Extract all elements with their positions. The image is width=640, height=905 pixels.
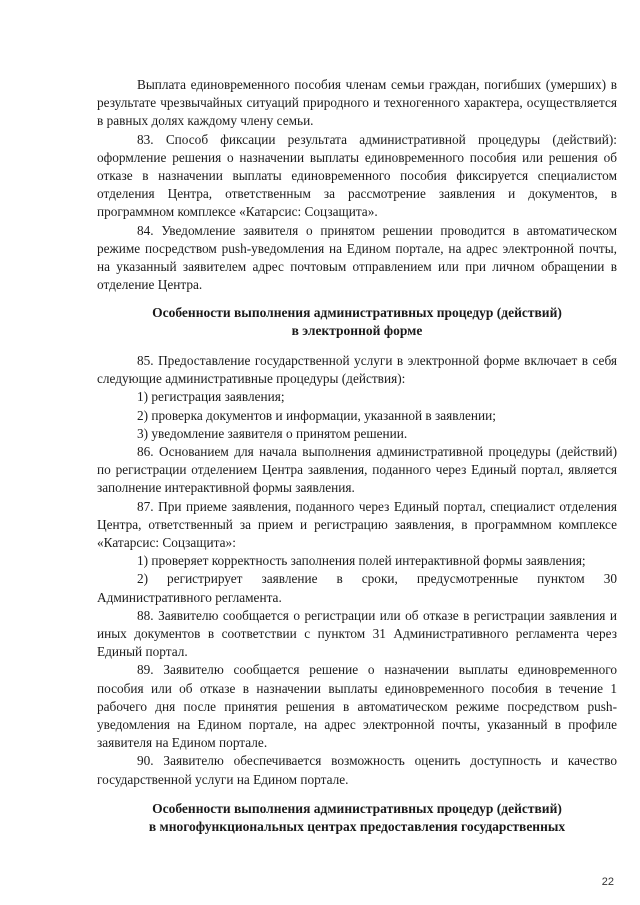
paragraph-payment: Выплата единовременного пособия членам семьи граждан, погибших (умерших) в результате чрезвычайных ситуаций природного и техногенного характера, осуществляется в равных долях каждому члену семьи. (97, 77, 617, 129)
heading-line: в многофункциональных центрах предоставления государственных (148, 819, 566, 834)
paragraph-86: 86. Основанием для начала выполнения административной процедуры (действий) по регистрации отделением Центра заявления, поданного через Единый портал, является заполнение интерактивной формы заявления. (97, 444, 617, 496)
heading-line: Особенности выполнения административных процедур (действий) (152, 801, 562, 816)
text-block-electronic (97, 352, 617, 789)
paragraph-89: 89. Заявителю сообщается решение о назначении выплаты единовременного пособия или об отказе в назначении выплаты единовременного пособия в течение 1 рабочего дня после принятия решения в автоматическом режиме посредством push-уведомления на Едином портале, на адрес электронной почты, указанный в профиле заявителя на Едином портале. (97, 662, 617, 751)
paragraph-84: 84. Уведомление заявителя о принятом решении проводится в автоматическом режиме посредством push-уведомления на Едином портале, на адрес электронной почты, на указанный заявителем адрес почтовым отправлением или при личном обращении в отделение Центра. (97, 222, 617, 293)
list-item: 1) проверяет корректность заполнения полей интерактивной формы заявления; (137, 553, 586, 569)
section-heading-electronic (97, 304, 617, 340)
heading-line: Особенности выполнения административных процедур (действий) (152, 305, 562, 320)
list-item: 2) регистрирует заявление в сроки, предусмотренные пунктом 30 Административного регламента. (97, 571, 617, 605)
page-number: 22 (601, 876, 614, 888)
list-item: 3) уведомление заявителя о принятом решении. (137, 425, 408, 441)
paragraph-90: 90. Заявителю обеспечивается возможность оценить доступность и качество государственной услуги на Едином портале. (97, 753, 617, 787)
paragraph-87: 87. При приеме заявления, поданного через Единый портал, специалист отделения Центра, ответственный за прием и регистрацию заявления, в программном комплексе «Катарсис: Соцзащита»: (97, 498, 617, 551)
paragraph-85: 85. Предоставление государственной услуги в электронной форме включает в себя следующие административные процедуры (действия): (97, 353, 617, 387)
list-item: 2) проверка документов и информации, указанной в заявлении; (137, 407, 496, 423)
text-block-top (97, 76, 617, 294)
paragraph-83: 83. Способ фиксации результата административной процедуры (действий): оформление решения о назначении выплаты единовременного пособия или решения об отказе в назначении выплаты единовременного пособия фиксируется специалистом отделения Центра, ответственным за рассмотрение заявления и документов, в программном комплексе «Катарсис: Соцзащита». (97, 131, 617, 220)
heading-line: в электронной форме (291, 323, 423, 338)
paragraph-88: 88. Заявителю сообщается о регистрации или об отказе в регистрации заявления и иных документов в соответствии с пунктом 31 Административного регламента через Единый портал. (97, 607, 617, 660)
list-item: 1) регистрация заявления; (137, 389, 285, 405)
section-heading-mfc (97, 800, 617, 836)
